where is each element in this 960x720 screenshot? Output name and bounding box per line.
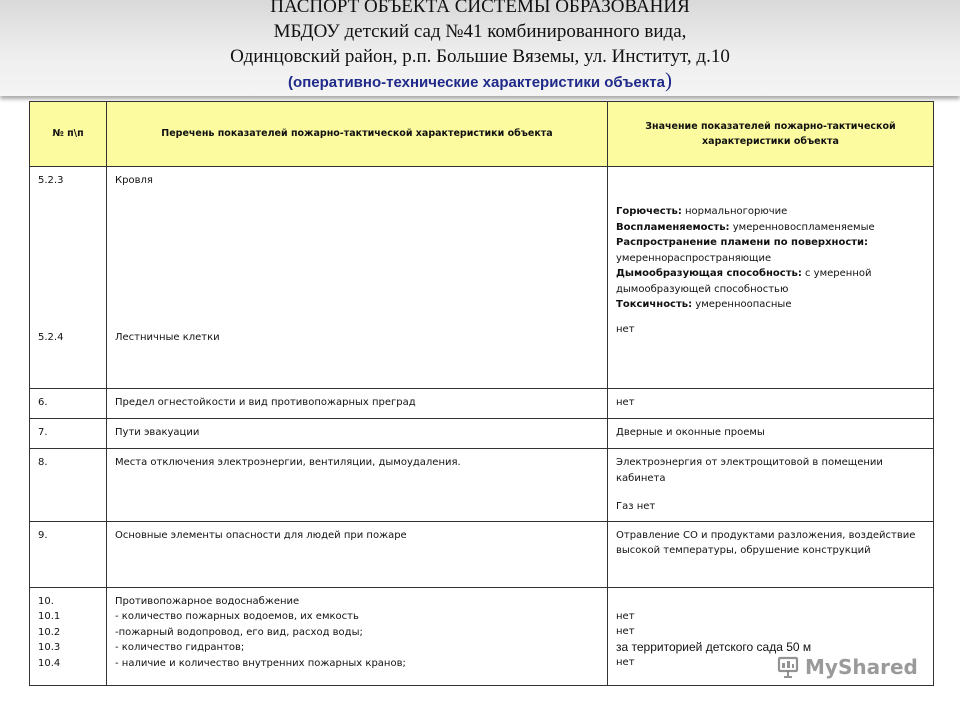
row-value: Отравление СО и продуктами разложения, воздействие высокой температуры, обрушение конструкций — [608, 521, 934, 587]
row-value: нет — [608, 389, 934, 419]
subtitle-paren: ) — [664, 68, 672, 92]
title-line-2: МБДОУ детский сад №41 комбинированного вида, — [273, 21, 687, 42]
header-name: Перечень показателей пожарно-тактической характеристики объекта — [107, 102, 608, 167]
title-banner — [0, 0, 960, 96]
row-num: 10.1 — [38, 611, 61, 622]
row-name-cell — [107, 167, 608, 389]
prop-line: дымообразующей способностью — [616, 283, 789, 295]
title-line-3: Одинцовский район, р.п. Большие Вяземы, ул. Институт, д.10 — [230, 46, 730, 67]
characteristics-table — [29, 101, 934, 686]
row-value: нет — [616, 323, 635, 335]
row-name: Места отключения электроэнергии, вентиляции, дымоудаления. — [107, 449, 608, 522]
row-name: Противопожарное водоснабжение — [115, 595, 300, 607]
subtitle — [0, 69, 960, 94]
table-row — [30, 449, 934, 522]
row-num: 5.2.4 — [38, 331, 64, 343]
row-num: 8. — [30, 449, 107, 522]
row-name-cell — [107, 587, 608, 685]
prop-line: Воспламеняемость: умеренновоспламеняемые — [616, 221, 875, 233]
table-row — [30, 587, 934, 685]
watermark-text: MyShared — [805, 655, 918, 679]
prop-line: Горючесть: нормальногорючие — [616, 206, 788, 217]
row-name: Кровля — [115, 175, 153, 186]
table-row — [30, 419, 934, 449]
prop-line: умереннораспространяющие — [616, 252, 772, 264]
row-num: 5.2.3 — [38, 175, 64, 186]
row-num: 6. — [30, 389, 107, 419]
row-name: - количество гидрантов; — [115, 642, 245, 653]
row-num: 10.2 — [38, 626, 61, 638]
row-name: Лестничные клетки — [115, 331, 220, 343]
row-num: 7. — [30, 419, 107, 449]
row-num: 10.3 — [38, 642, 61, 653]
row-value: Газ нет — [616, 501, 656, 512]
prop-line: Дымообразующая способность: с умеренной — [616, 268, 872, 279]
header-num: № п\п — [30, 102, 107, 167]
row-num: 10. — [38, 595, 54, 607]
row-num: 10.4 — [38, 657, 61, 669]
prop-line: Распространение пламени по поверхности: — [616, 237, 869, 248]
row-name: - наличие и количество внутренних пожарных кранов; — [115, 657, 406, 669]
row-value: нет — [616, 657, 635, 668]
row-name: - количество пожарных водоемов, их емкость — [115, 611, 359, 622]
row-value: нет — [616, 610, 635, 622]
row-value-cell — [608, 167, 934, 389]
subtitle-text: (оперативно-технические характеристики объекта — [288, 74, 665, 91]
row-name: -пожарный водопровод, его вид, расход воды; — [115, 626, 363, 638]
table-header-row — [30, 102, 934, 167]
prop-line: Токсичность: умеренноопасные — [616, 299, 792, 310]
table-row — [30, 167, 934, 389]
header-value: Значение показателей пожарно-тактической характеристики объекта — [608, 102, 934, 167]
row-value-cell — [608, 449, 934, 522]
table-row — [30, 521, 934, 587]
row-value: Электроэнергия от электрощитовой в помещении кабинета — [616, 457, 883, 484]
row-value: Дверные и оконные проемы — [608, 419, 934, 449]
row-num-cell — [30, 587, 107, 685]
row-name: Основные элементы опасности для людей при пожаре — [107, 521, 608, 587]
table-row — [30, 389, 934, 419]
row-name: Предел огнестойкости и вид противопожарных преград — [107, 389, 608, 419]
row-value-cell — [608, 587, 934, 685]
row-value: за территорией детского сада 50 м — [616, 639, 812, 654]
row-num-cell — [30, 167, 107, 389]
row-num: 9. — [30, 521, 107, 587]
title-line-1: ПАСПОРТ ОБЪЕКТА СИСТЕМЫ ОБРАЗОВАНИЯ — [270, 0, 690, 17]
row-name: Пути эвакуации — [107, 419, 608, 449]
row-value: нет — [616, 626, 635, 637]
